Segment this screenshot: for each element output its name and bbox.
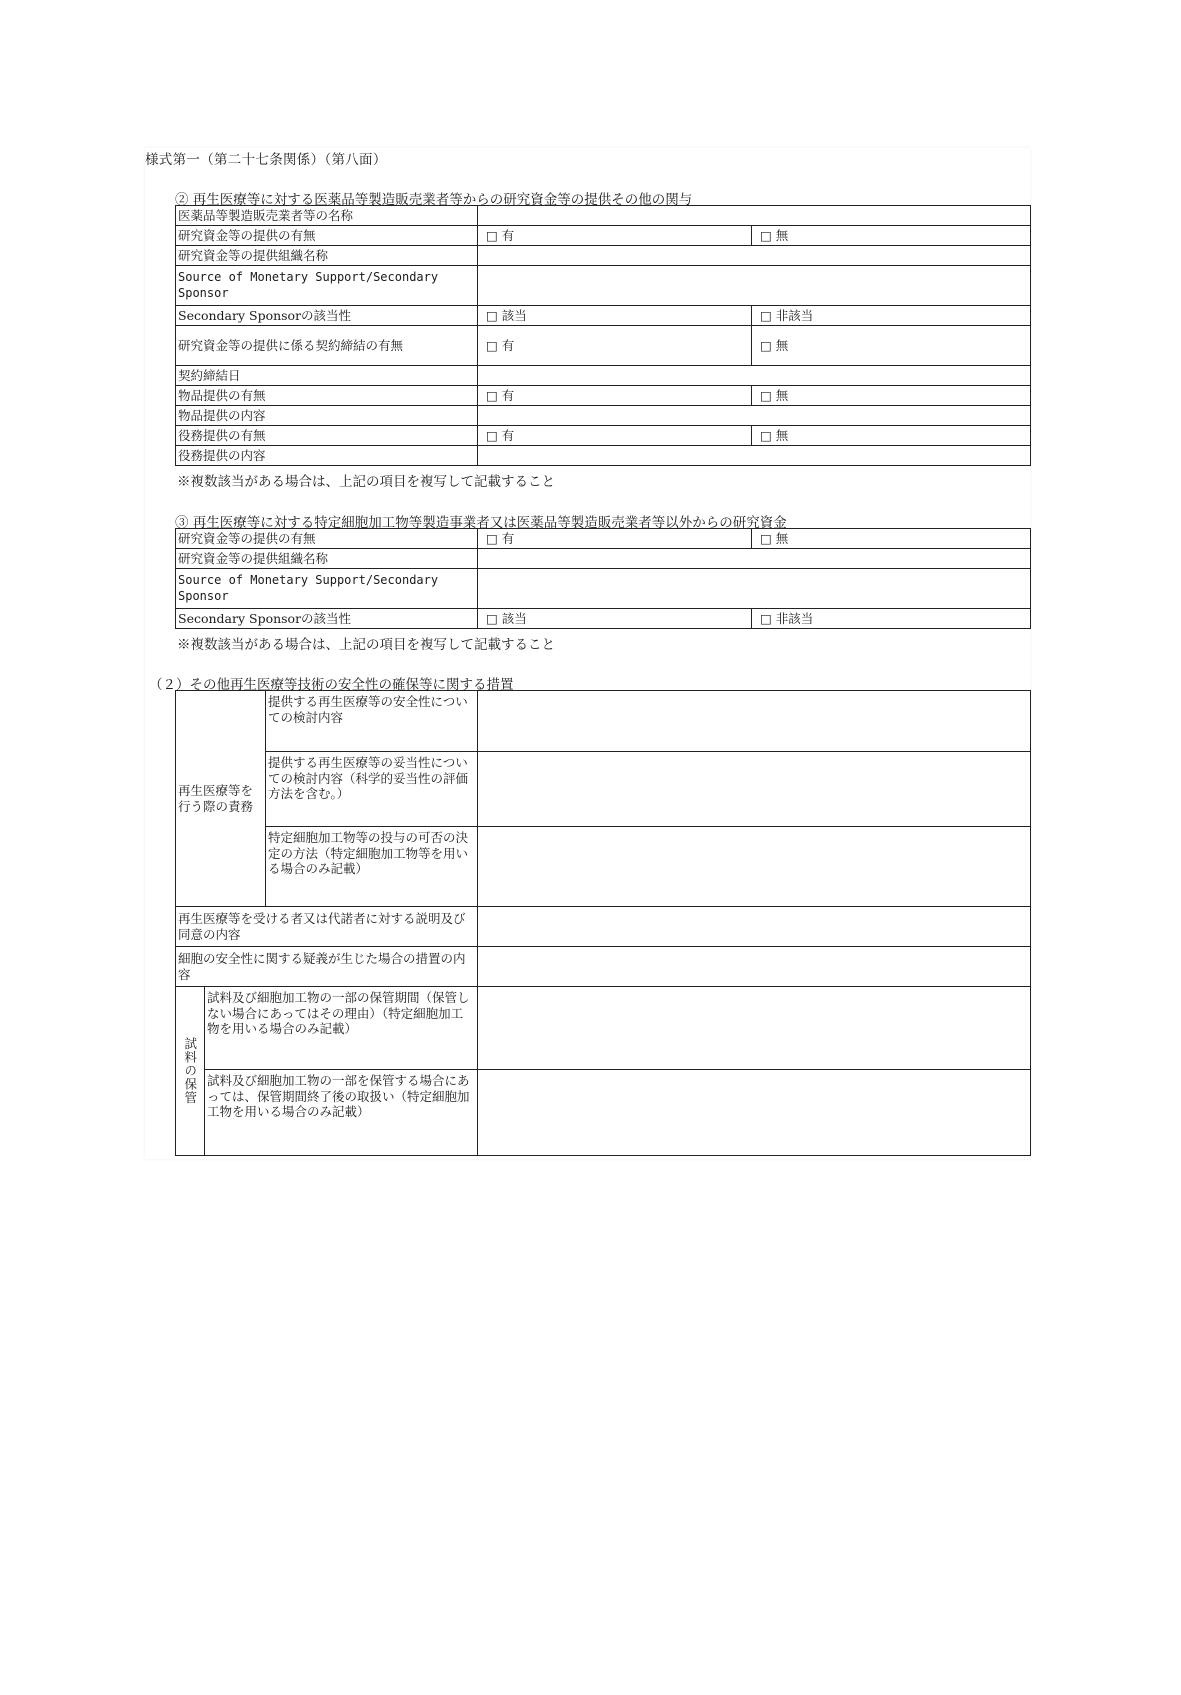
duty-row-validity-label: 提供する再生医療等の妥当性についての検討内容（科学的妥当性の評価方法を含む。） bbox=[266, 752, 478, 827]
part2-title: （２）その他再生医療等技術の安全性の確保等に関する措置 bbox=[149, 677, 514, 693]
sponsor-not-applicable-checkbox[interactable]: □ 非該当 bbox=[752, 306, 1031, 326]
goods-no-checkbox[interactable]: □ 無 bbox=[752, 386, 1031, 406]
label-goods-content: 物品提供の内容 bbox=[176, 406, 478, 426]
label-goods-provided: 物品提供の有無 bbox=[176, 386, 478, 406]
label-s3-source-en: Source of Monetary Support/Secondary Sponsor bbox=[176, 569, 478, 609]
label-secondary-sponsor: Secondary Sponsorの該当性 bbox=[176, 306, 478, 326]
service-no-checkbox[interactable]: □ 無 bbox=[752, 426, 1031, 446]
duty-row-safety-field[interactable] bbox=[478, 691, 1031, 752]
funding-org-field[interactable] bbox=[478, 246, 1031, 266]
label-s3-secondary-sponsor: Secondary Sponsorの該当性 bbox=[176, 609, 478, 629]
form-title: 様式第一（第二十七条関係）（第八面） bbox=[145, 152, 387, 168]
section2-note: ※複数該当がある場合は、上記の項目を複写して記載すること bbox=[177, 474, 555, 490]
storage-period-label: 試料及び細胞加工物の一部の保管期間（保管しない場合にあってはその理由）（特定細胞加工物を用いる場合のみ記載） bbox=[205, 987, 478, 1070]
label-maker-name: 医薬品等製造販売業者等の名称 bbox=[176, 206, 478, 226]
consent-label: 再生医療等を受ける者又は代諾者に対する説明及び同意の内容 bbox=[176, 907, 478, 947]
funding-no-checkbox[interactable]: □ 無 bbox=[752, 226, 1031, 246]
contract-yes-checkbox[interactable]: □ 有 bbox=[478, 326, 752, 366]
source-en-field[interactable] bbox=[478, 266, 1031, 306]
label-source-en: Source of Monetary Support/Secondary Sponsor bbox=[176, 266, 478, 306]
service-content-field[interactable] bbox=[478, 446, 1031, 466]
storage-label: 試料の保管 bbox=[182, 1037, 198, 1105]
service-yes-checkbox[interactable]: □ 有 bbox=[478, 426, 752, 446]
label-s3-funding-provided: 研究資金等の提供の有無 bbox=[176, 529, 478, 549]
duty-row-safety-label: 提供する再生医療等の安全性についての検討内容 bbox=[266, 691, 478, 752]
goods-yes-checkbox[interactable]: □ 有 bbox=[478, 386, 752, 406]
s3-sponsor-not-applicable-checkbox[interactable]: □ 非該当 bbox=[752, 609, 1031, 629]
s3-funding-yes-checkbox[interactable]: □ 有 bbox=[478, 529, 752, 549]
duty-row-decision-label: 特定細胞加工物等の投与の可否の決定の方法（特定細胞加工物等を用いる場合のみ記載） bbox=[266, 827, 478, 907]
sponsor-applicable-checkbox[interactable]: □ 該当 bbox=[478, 306, 752, 326]
label-service-provided: 役務提供の有無 bbox=[176, 426, 478, 446]
form-page bbox=[145, 148, 1030, 1159]
duty-row-decision-field[interactable] bbox=[478, 827, 1031, 907]
label-funding-org: 研究資金等の提供組織名称 bbox=[176, 246, 478, 266]
duty-row-validity-field[interactable] bbox=[478, 752, 1031, 827]
label-contract: 研究資金等の提供に係る契約締結の有無 bbox=[176, 326, 478, 366]
section2-title: ② 再生医療等に対する医薬品等製造販売業者等からの研究資金等の提供その他の関与 bbox=[175, 192, 693, 208]
section3-title: ③ 再生医療等に対する特定細胞加工物等製造事業者又は医薬品等製造販売業者等以外からの研究資金 bbox=[175, 515, 787, 531]
storage-period-field[interactable] bbox=[478, 987, 1031, 1070]
section3-note: ※複数該当がある場合は、上記の項目を複写して記載すること bbox=[177, 637, 555, 653]
s3-sponsor-applicable-checkbox[interactable]: □ 該当 bbox=[478, 609, 752, 629]
safety-doubt-label: 細胞の安全性に関する疑義が生じた場合の措置の内容 bbox=[176, 947, 478, 987]
section2-table bbox=[175, 205, 1031, 466]
label-funding-provided: 研究資金等の提供の有無 bbox=[176, 226, 478, 246]
funding-yes-checkbox[interactable]: □ 有 bbox=[478, 226, 752, 246]
consent-field[interactable] bbox=[478, 907, 1031, 947]
contract-date-field[interactable] bbox=[478, 366, 1031, 386]
storage-after-field[interactable] bbox=[478, 1070, 1031, 1156]
section3-table bbox=[175, 528, 1031, 629]
storage-after-label: 試料及び細胞加工物の一部を保管する場合にあっては、保管期間終了後の取扱い（特定細胞加工物を用いる場合のみ記載） bbox=[205, 1070, 478, 1156]
contract-no-checkbox[interactable]: □ 無 bbox=[752, 326, 1031, 366]
label-service-content: 役務提供の内容 bbox=[176, 446, 478, 466]
duty-label: 再生医療等を行う際の責務 bbox=[176, 691, 266, 907]
s3-funding-no-checkbox[interactable]: □ 無 bbox=[752, 529, 1031, 549]
label-contract-date: 契約締結日 bbox=[176, 366, 478, 386]
maker-name-field[interactable] bbox=[478, 206, 1031, 226]
goods-content-field[interactable] bbox=[478, 406, 1031, 426]
label-s3-funding-org: 研究資金等の提供組織名称 bbox=[176, 549, 478, 569]
part2-table bbox=[175, 690, 1031, 1156]
safety-doubt-field[interactable] bbox=[478, 947, 1031, 987]
s3-funding-org-field[interactable] bbox=[478, 549, 1031, 569]
s3-source-en-field[interactable] bbox=[478, 569, 1031, 609]
storage-label-cell bbox=[176, 987, 205, 1156]
